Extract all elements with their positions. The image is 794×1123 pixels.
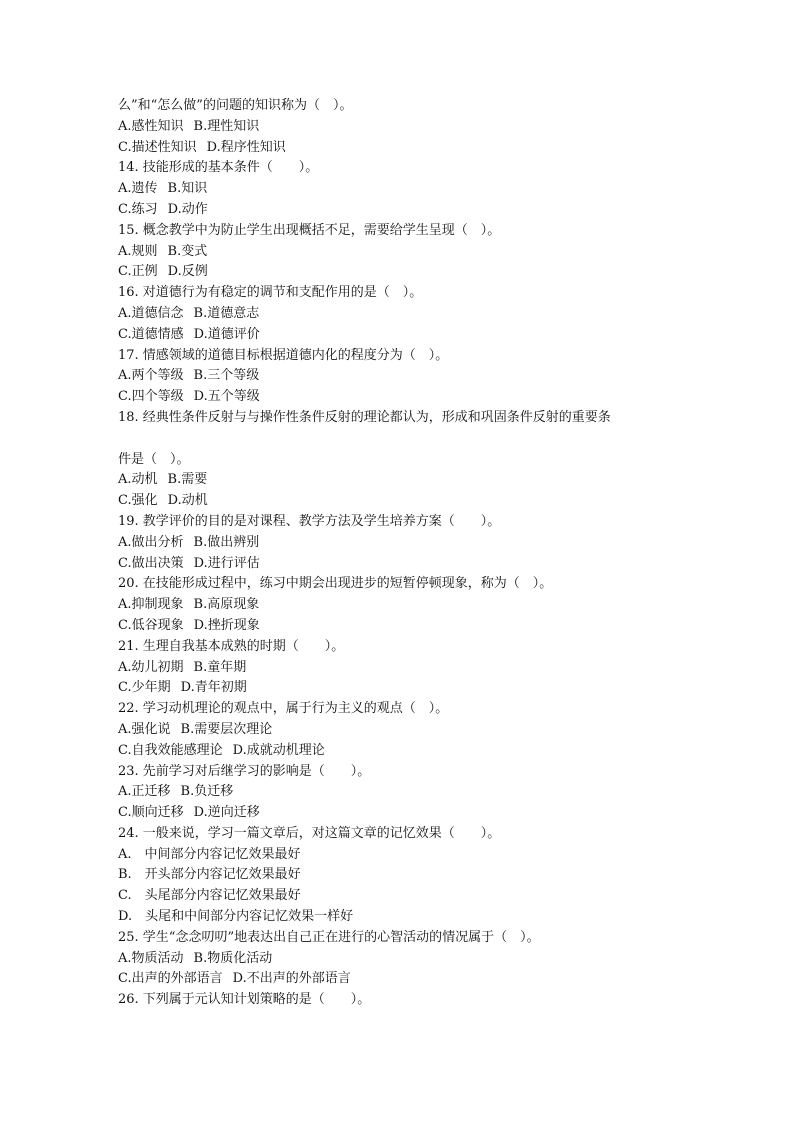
option-text: A.遗传 bbox=[118, 181, 158, 197]
option-text: A.感性知识 bbox=[118, 118, 184, 134]
option-row bbox=[118, 200, 678, 221]
option-text: C.低谷现象 bbox=[118, 617, 184, 633]
option-row bbox=[118, 470, 678, 491]
option-row bbox=[118, 491, 678, 512]
option-text: A.正迁移 bbox=[118, 784, 171, 800]
option-text: D.挫折现象 bbox=[193, 617, 260, 633]
question-line: 件是（ ）。 bbox=[118, 451, 190, 467]
option-text: D.反例 bbox=[167, 264, 208, 280]
option-text: B.理性知识 bbox=[193, 118, 260, 134]
question-line: 么”和“怎么做”的问题的知识称为（ ）。 bbox=[118, 98, 353, 113]
question-line: C. 头尾部分内容记忆效果最好 bbox=[118, 888, 301, 904]
option-row bbox=[118, 741, 678, 762]
option-text: B.知识 bbox=[167, 181, 208, 197]
question-line: 24. 一般来说，学习一篇文章后，对这篇文章的记忆效果（ ）。 bbox=[118, 825, 501, 841]
document-page bbox=[118, 96, 678, 1011]
question-line: 18. 经典性条件反射与与操作性条件反射的理论都认为，形成和巩固条件反射的重要条 bbox=[118, 409, 611, 425]
option-row bbox=[118, 117, 678, 138]
option-text: D.道德评价 bbox=[193, 326, 260, 342]
option-text: C.四个等级 bbox=[118, 389, 184, 405]
option-text: A.动机 bbox=[118, 472, 158, 488]
option-text: B.物质化活动 bbox=[193, 950, 273, 966]
option-text: D.不出声的外部语言 bbox=[232, 971, 351, 987]
question-line: 23. 先前学习对后继学习的影响是（ ）。 bbox=[118, 763, 371, 779]
option-text: C.练习 bbox=[118, 201, 158, 217]
question-line: 19. 教学评价的目的是对课程、教学方法及学生培养方案（ ）。 bbox=[118, 513, 501, 529]
option-row bbox=[118, 616, 678, 637]
option-text: C.少年期 bbox=[118, 680, 171, 696]
option-text: A.抑制现象 bbox=[118, 597, 184, 613]
option-text: B.需要层次理论 bbox=[180, 721, 273, 737]
option-text: A.两个等级 bbox=[118, 368, 184, 384]
option-row bbox=[118, 179, 678, 200]
option-row bbox=[118, 803, 678, 824]
question-line: 22. 学习动机理论的观点中，属于行为主义的观点（ ）。 bbox=[118, 701, 449, 717]
option-row bbox=[118, 678, 678, 699]
option-text: B.道德意志 bbox=[193, 305, 260, 321]
option-text: D.成就动机理论 bbox=[232, 742, 325, 758]
option-row bbox=[118, 242, 678, 263]
option-row bbox=[118, 533, 678, 554]
option-text: D.五个等级 bbox=[193, 389, 260, 405]
question-line: 15. 概念教学中为防止学生出现概括不足，需要给学生呈现（ ）。 bbox=[118, 222, 501, 238]
option-text: B.三个等级 bbox=[193, 368, 260, 384]
option-text: A.规则 bbox=[118, 243, 158, 259]
option-row bbox=[118, 262, 678, 283]
question-line: B. 开头部分内容记忆效果最好 bbox=[118, 867, 301, 883]
option-text: C.强化 bbox=[118, 493, 158, 509]
option-text: A.道德信念 bbox=[118, 305, 184, 321]
option-text: D.程序性知识 bbox=[206, 139, 286, 155]
option-row bbox=[118, 138, 678, 159]
option-row bbox=[118, 304, 678, 325]
option-row bbox=[118, 325, 678, 346]
option-row bbox=[118, 969, 678, 990]
question-line: 16. 对道德行为有稳定的调节和支配作用的是（ ）。 bbox=[118, 285, 423, 301]
blank-line bbox=[118, 429, 678, 450]
question-line: 17. 情感领域的道德目标根据道德内化的程度分为（ ）。 bbox=[118, 347, 449, 363]
option-text: A.幼儿初期 bbox=[118, 659, 184, 675]
option-row bbox=[118, 387, 678, 408]
question-line: 21. 生理自我基本成熟的时期（ ）。 bbox=[118, 638, 345, 654]
option-row bbox=[118, 782, 678, 803]
question-line: 14. 技能形成的基本条件（ ）。 bbox=[118, 160, 319, 176]
option-row bbox=[118, 658, 678, 679]
question-line: 26. 下列属于元认知计划策略的是（ ）。 bbox=[118, 992, 371, 1008]
option-text: A.做出分析 bbox=[118, 534, 184, 550]
option-text: C.顺向迁移 bbox=[118, 805, 184, 821]
option-row bbox=[118, 595, 678, 616]
question-line: D. 头尾和中间部分内容记忆效果一样好 bbox=[118, 909, 354, 925]
option-row bbox=[118, 949, 678, 970]
option-text: B.需要 bbox=[167, 472, 208, 488]
option-text: C.自我效能感理论 bbox=[118, 742, 223, 758]
question-line: 25. 学生“念念叨叨”地表达出自己正在进行的心智活动的情况属于（ ）。 bbox=[118, 929, 540, 945]
option-text: D.动作 bbox=[167, 201, 208, 217]
option-text: D.动机 bbox=[167, 493, 208, 509]
option-text: C.正例 bbox=[118, 264, 158, 280]
option-text: C.做出决策 bbox=[118, 555, 184, 571]
option-text: A.强化说 bbox=[118, 721, 171, 737]
option-text: D.进行评估 bbox=[193, 555, 260, 571]
option-text: B.高原现象 bbox=[193, 597, 260, 613]
option-text: D.青年初期 bbox=[180, 680, 247, 696]
option-text: D.逆向迁移 bbox=[193, 805, 260, 821]
option-row bbox=[118, 720, 678, 741]
option-text: C.出声的外部语言 bbox=[118, 971, 223, 987]
option-text: B.变式 bbox=[167, 243, 208, 259]
question-line: A. 中间部分内容记忆效果最好 bbox=[118, 846, 301, 862]
question-line: 20. 在技能形成过程中，练习中期会出现进步的短暂停顿现象，称为（ ）。 bbox=[118, 576, 553, 592]
option-text: B.负迁移 bbox=[180, 784, 234, 800]
option-text: B.做出辨别 bbox=[193, 534, 260, 550]
option-text: A.物质活动 bbox=[118, 950, 184, 966]
option-text: B.童年期 bbox=[193, 659, 247, 675]
option-text: C.描述性知识 bbox=[118, 139, 197, 155]
option-text: C.道德情感 bbox=[118, 326, 184, 342]
option-row bbox=[118, 366, 678, 387]
option-row bbox=[118, 554, 678, 575]
